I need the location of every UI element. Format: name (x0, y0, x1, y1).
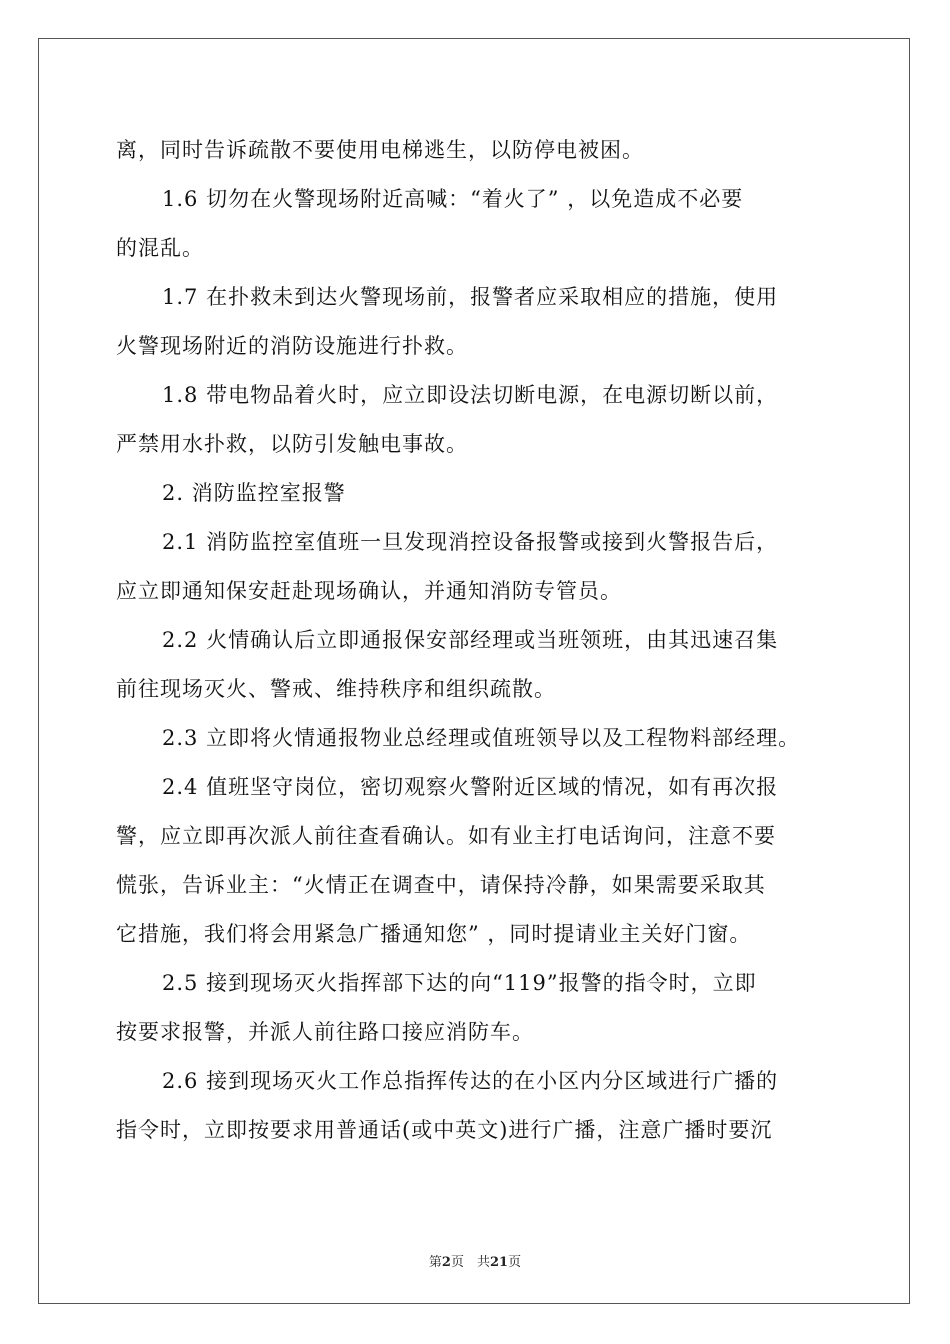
page-prefix: 第 (428, 1255, 442, 1270)
page-mid: 页 共 (450, 1255, 490, 1270)
text-line: 1.6 切勿在火警现场附近高喊：“着火了” ，以免造成不必要 (162, 187, 744, 211)
page-current: 2 (441, 1255, 451, 1270)
text-line: 的混乱。 (116, 236, 204, 260)
page-footer (0, 1251, 950, 1270)
text-line: 前往现场灭火、警戒、维持秩序和组织疏散。 (116, 677, 556, 701)
page-total: 21 (489, 1255, 509, 1270)
text-line: 1.7 在扑救未到达火警现场前，报警者应采取相应的措施，使用 (162, 285, 779, 309)
text-line: 2.4 值班坚守岗位，密切观察火警附近区域的情况，如有再次报 (162, 775, 779, 799)
text-line: 按要求报警，并派人前往路口接应消防车。 (116, 1020, 534, 1044)
text-line: 火警现场附近的消防设施进行扑救。 (116, 334, 468, 358)
text-line: 它措施，我们将会用紧急广播通知您” ，同时提请业主关好门窗。 (116, 922, 752, 946)
text-line: 2.3 立即将火情通报物业总经理或值班领导以及工程物料部经理。 (162, 726, 801, 750)
text-line: 应立即通知保安赶赴现场确认，并通知消防专管员。 (116, 579, 622, 603)
section-heading: 2. 消防监控室报警 (162, 481, 346, 505)
page-suffix: 页 (508, 1255, 522, 1270)
text-line: 指令时，立即按要求用普通话(或中英文)进行广播，注意广播时要沉 (116, 1118, 773, 1142)
text-line: 2.2 火情确认后立即通报保安部经理或当班领班，由其迅速召集 (162, 628, 779, 652)
text-line: 1.8 带电物品着火时，应立即设法切断电源，在电源切断以前， (162, 383, 779, 407)
text-line: 2.1 消防监控室值班一旦发现消控设备报警或接到火警报告后， (162, 530, 779, 554)
text-line: 警，应立即再次派人前往查看确认。如有业主打电话询问，注意不要 (116, 824, 776, 848)
text-line: 严禁用水扑救，以防引发触电事故。 (116, 432, 468, 456)
document-body (116, 130, 846, 1159)
text-line: 慌张，告诉业主：“火情正在调查中，请保持冷静，如果需要采取其 (116, 873, 766, 897)
text-line: 2.5 接到现场灭火指挥部下达的向“119”报警的指令时，立即 (162, 971, 757, 995)
text-line: 2.6 接到现场灭火工作总指挥传达的在小区内分区域进行广播的 (162, 1069, 779, 1093)
text-line: 离，同时告诉疏散不要使用电梯逃生，以防停电被困。 (116, 138, 644, 162)
